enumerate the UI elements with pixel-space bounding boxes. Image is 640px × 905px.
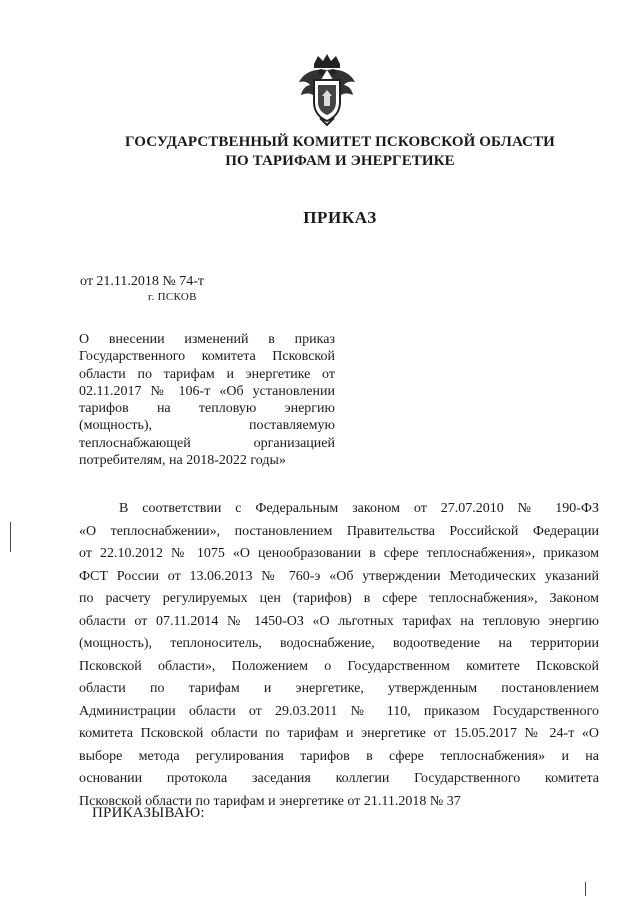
scan-margin-mark xyxy=(585,882,586,896)
body-line: Администрации области от 29.03.2011 № 110, приказом Государственного xyxy=(79,703,599,719)
order-city: г. ПСКОВ xyxy=(148,291,197,303)
organization-name xyxy=(60,133,620,171)
subject-line: (мощность), поставляемую xyxy=(79,418,335,434)
coat-of-arms-icon xyxy=(296,52,358,126)
body-line: (мощность), теплоноситель, водоснабжение, водоотведение на территории xyxy=(79,636,599,651)
subject-line: тарифов на тепловую энергию xyxy=(79,401,335,417)
order-date-number: от 21.11.2018 № 74-т xyxy=(80,274,205,289)
order-body-paragraph xyxy=(79,498,599,813)
body-line: комитета Псковской области по тарифам и энергетике от 15.05.2017 № 24-т «О xyxy=(79,726,599,741)
order-directive: ПРИКАЗЫВАЮ: xyxy=(92,805,205,821)
body-line: В соответствии с Федеральным законом от 27.07.2010 № 190-ФЗ xyxy=(119,501,599,516)
subject-line: О внесении изменений в приказ xyxy=(79,332,335,347)
body-line: Псковской области», Положением о Государственном комитете Псковской xyxy=(79,658,599,674)
body-line: Псковской области по тарифам и энергетике от 21.11.2018 № 37 xyxy=(79,793,461,809)
body-line: по расчету регулируемых цен (тарифов) в сфере теплоснабжения», Законом xyxy=(79,591,599,606)
body-line: выборе метода регулирования тарифов в сфере теплоснабжения» и на xyxy=(79,748,599,764)
subject-line: 02.11.2017 № 106-т «Об установлении xyxy=(79,383,335,399)
document-title: ПРИКАЗ xyxy=(303,208,377,227)
scan-margin-mark xyxy=(10,522,11,552)
subject-line: теплоснабжающей организацией xyxy=(79,435,335,451)
organization-name-line2: ПО ТАРИФАМ И ЭНЕРГЕТИКЕ xyxy=(225,153,455,169)
organization-name-line1: ГОСУДАРСТВЕННЫЙ КОМИТЕТ ПСКОВСКОЙ ОБЛАСТИ xyxy=(125,134,555,150)
subject-line: потребителям, на 2018-2022 годы» xyxy=(79,453,286,469)
subject-line: Государственного комитета Псковской xyxy=(79,349,335,365)
subject-line: области по тарифам и энергетике от xyxy=(79,366,335,382)
body-line: ФСТ России от 13.06.2013 № 760-э «Об утверждении Методических указаний xyxy=(79,568,599,584)
body-line: основании протокола заседания коллегии Государственного комитета xyxy=(79,771,599,786)
body-line: области от 07.11.2014 № 1450-ОЗ «О льготных тарифах на тепловую энергию xyxy=(79,613,599,629)
body-line: области по тарифам и энергетике, утвержденным постановлением xyxy=(79,681,599,696)
order-subject xyxy=(79,331,335,469)
body-line: от 22.10.2012 № 1075 «О ценообразовании в сфере теплоснабжения», приказом xyxy=(79,546,599,561)
body-line: «О теплоснабжении», постановлением Правительства Российской Федерации xyxy=(79,523,599,539)
